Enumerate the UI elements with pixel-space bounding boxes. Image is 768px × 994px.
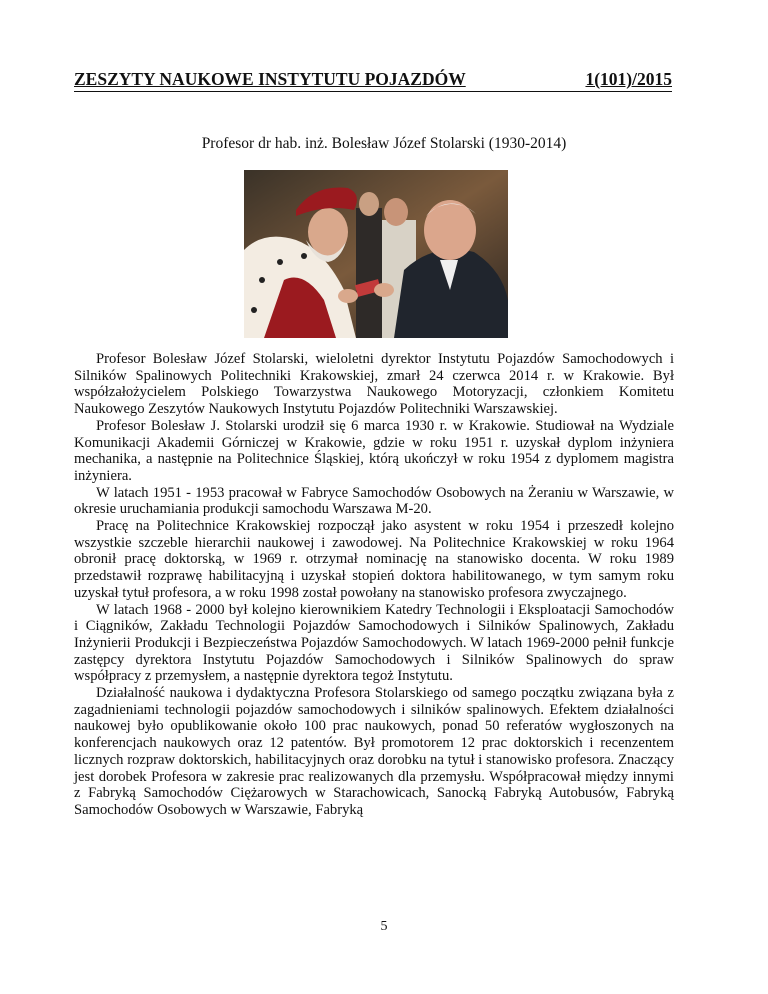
photo-illustration — [244, 170, 508, 338]
ermine-spot-1 — [259, 277, 265, 283]
ermine-spot-3 — [301, 253, 307, 259]
paragraph: Pracę na Politechnice Krakowskiej rozpoczął jako asystent w roku 1954 i przeszedł kolejno wszystkie szczeble hierarchii naukowej i zawodowej. Na Politechnice Krakowskiej w roku 1964 obronił pracę doktorską, w 1969 r. otrzymał nominację na stanowisko docenta. W roku 1989 przedstawił rozprawę habilitacyjną i uzyskał stopień doktora habilitowanego, w tym samym roku uzyskał tytuł profesora, a w roku 1998 został powołany na stanowisko profesora zwyczajnego. — [74, 518, 674, 601]
paragraph: W latach 1951 - 1953 pracował w Fabryce Samochodów Osobowych na Żeraniu w Warszawie, w okresie uruchamiania produkcji samochodu Warszawa M-20. — [74, 484, 674, 518]
hand-right — [374, 283, 394, 297]
portrait-photo — [244, 170, 508, 338]
article-title: Profesor dr hab. inż. Bolesław Józef Stolarski (1930-2014) — [201, 135, 567, 152]
ermine-spot-2 — [277, 259, 283, 265]
journal-header — [74, 69, 672, 95]
ermine-spot-4 — [251, 307, 257, 313]
background-head-right — [384, 198, 408, 226]
man-face — [424, 200, 476, 260]
header-rule — [74, 91, 672, 92]
paragraph: Profesor Bolesław J. Stolarski urodził się 6 marca 1930 r. w Krakowie. Studiował na Wydziale Komunikacji Akademii Górniczej w Krakowie, gdzie w roku 1951 r. uzyskał dyplom inżyniera mechanika, a następnie na Politechnice Śląskiej, którą ukończył w roku 1954 z dyplomem magistra inżyniera. — [74, 417, 674, 484]
background-person-left — [356, 208, 382, 338]
journal-title: ZESZYTY NAUKOWE INSTYTUTU POJAZDÓW — [74, 69, 466, 89]
page-number: 5 — [380, 919, 388, 934]
hand-left — [338, 289, 358, 303]
paragraph: Profesor Bolesław Józef Stolarski, wieloletni dyrektor Instytutu Pojazdów Samochodowych i Silników Spalinowych Politechniki Krakowskiej, zmarł 24 czerwca 2014 r. w Krakowie. Był współzałożycielem Polskiego Towarzystwa Naukowego Motoryzacji, członkiem Komitetu Naukowego Zeszytów Naukowych Instytutu Pojazdów Politechniki Warszawskiej. — [74, 351, 674, 418]
issue-number: 1(101)/2015 — [585, 69, 672, 89]
article-body — [74, 351, 674, 819]
paragraph: W latach 1968 - 2000 był kolejno kierownikiem Katedry Technologii i Eksploatacji Samochodów i Ciągników, Zakładu Technologii Pojazdów Samochodowych i Silników Spalinowych, Zakładu Inżynierii Produkcji i Bezpieczeństwa Pojazdów Samochodowych. W latach 1969-2000 pełnił funkcje zastępcy dyrektora Instytutu Pojazdów Samochodowych i Silników Spalinowych do spraw współpracy z przemysłem, a następnie dyrektora tegoż Instytutu. — [74, 601, 674, 685]
background-head-left — [359, 192, 379, 216]
paragraph: Działalność naukowa i dydaktyczna Profesora Stolarskiego od samego początku związana była z zagadnieniami technologii pojazdów samochodowych i silników spalinowych. Efektem działalności naukowej było opublikowanie około 100 prac naukowych, ponad 50 referatów wygłoszonych na konferencjach naukowych oraz 12 patentów. Był promotorem 12 prac doktorskich i recenzentem licznych rozpraw doktorskich, habilitacyjnych oraz dorobku na tytuł i stanowisko profesora. Znaczący jest dorobek Profesora w zakresie prac realizowanych dla przemysłu. Współpracował między innymi z Fabryką Samochodów Ciężarowych w Starachowicach, Sanocką Fabryką Autobusów, Fabryką Samochodów Osobowych w Warszawie, Fabryką — [74, 685, 674, 818]
